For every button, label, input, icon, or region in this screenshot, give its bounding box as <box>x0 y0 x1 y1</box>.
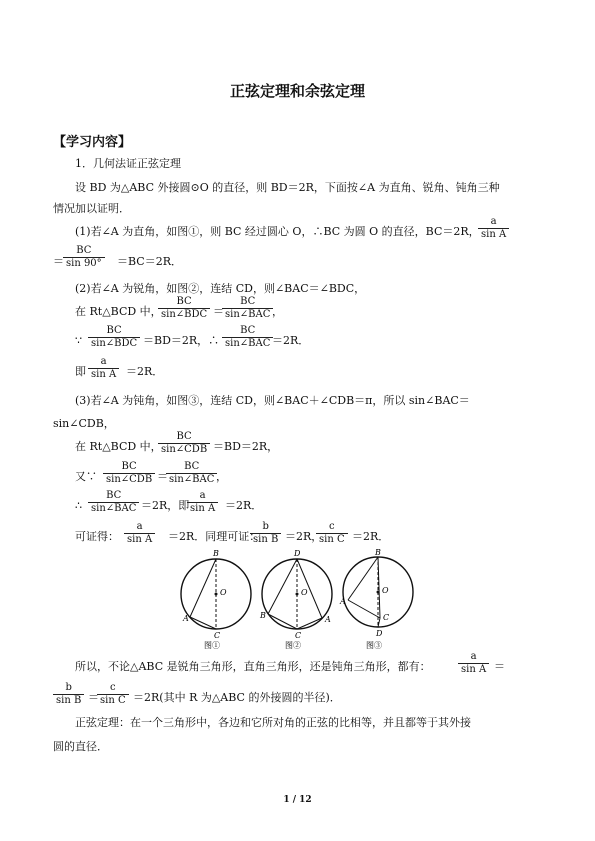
case2-because-mid: ＝BD＝2R，∴ <box>143 334 220 347</box>
fraction-c-over-sinC <box>97 682 129 707</box>
fraction-numerator: b <box>262 521 269 532</box>
case2-because-tail: ＝2R． <box>272 334 310 347</box>
caption-fig1: 图① <box>204 641 220 650</box>
proof-mid-2: ＝2R， <box>285 530 323 543</box>
comma: ， <box>272 305 283 318</box>
fraction-a-over-sinA <box>478 216 509 241</box>
fraction-BC-over-sin90 <box>63 245 105 270</box>
because-symbol: ∵ <box>75 334 82 347</box>
fraction-numerator: a <box>136 521 143 532</box>
label-C: C <box>383 613 390 622</box>
proof-prefix: 可证得： <box>75 530 119 543</box>
fraction-denominator: sin∠BAC <box>222 337 273 350</box>
fraction-numerator: a <box>100 356 107 367</box>
fraction-denominator: sin∠CDB <box>158 443 210 456</box>
label-D: D <box>294 549 301 558</box>
intro-line-2: 情况加以证明． <box>53 202 130 215</box>
fraction-denominator: sin B <box>250 533 281 546</box>
fraction-numerator: BC <box>176 431 192 442</box>
comma: ， <box>216 470 227 483</box>
caption-fig2: 图② <box>285 641 301 650</box>
label-C: C <box>295 631 302 640</box>
label-O: O <box>382 586 389 595</box>
fraction-numerator: BC <box>176 296 192 307</box>
theorem-line-1: 正弦定理：在一个三角形中，各边和它所对角的正弦的比相等，并且都等于其外接 <box>75 716 471 729</box>
fraction-BC-over-sinBAC <box>88 490 139 515</box>
proof-mid-1: ＝2R．同理可证： <box>168 530 261 543</box>
figure-2 <box>259 549 332 650</box>
fraction-numerator: a <box>470 651 477 662</box>
label-O: O <box>301 588 308 597</box>
fraction-BC-over-sinBAC <box>166 461 217 486</box>
case2-ji-tail: ＝2R． <box>126 365 164 378</box>
fraction-a-over-sinA <box>458 651 489 676</box>
fraction-denominator: sin A <box>187 502 218 515</box>
intro-line-1: 设 BD 为△ABC 外接圆⊙O 的直径，则 BD＝2R，下面按∠A 为直角、锐角、钝角三种 <box>75 181 500 194</box>
case1-equals: ＝ <box>53 255 64 268</box>
fraction-numerator: BC <box>240 296 256 307</box>
fraction-denominator: sin A <box>88 368 119 381</box>
case3-line-1: (3)若∠A 为钝角，如图③，连结 CD，则∠BAC＋∠CDB＝π，所以 sin∠BAC＝ <box>75 394 470 407</box>
fraction-BC-over-sinCDB <box>103 461 155 486</box>
fraction-denominator: sin A <box>124 533 155 546</box>
case3-so-mid: ＝2R，即 <box>141 499 190 512</box>
case1-line-1: (1)若∠A 为直角，如图①，则 BC 经过圆心 O，∴BC 为圆 O 的直径，BC＝2R， <box>75 225 480 238</box>
figure-3 <box>339 548 413 650</box>
fraction-BC-over-sinBDC <box>88 325 140 350</box>
figures-svg <box>176 548 416 650</box>
figure-1 <box>181 549 251 650</box>
case1-line-2-tail: ＝BC＝2R． <box>117 255 182 268</box>
case3-rt-tail: ＝BD＝2R， <box>213 440 279 453</box>
fraction-a-over-sinA <box>88 356 119 381</box>
label-C: C <box>214 631 221 640</box>
fraction-denominator: sin C <box>316 533 348 546</box>
label-A: A <box>340 597 346 606</box>
you-because-prefix: 又∵ <box>75 470 97 483</box>
label-D: D <box>376 629 383 638</box>
fraction-numerator: c <box>329 521 335 532</box>
fraction-denominator: sin B <box>53 694 84 707</box>
fraction-a-over-sin-A <box>124 521 155 546</box>
fraction-denominator: sin C <box>97 694 129 707</box>
fraction-denominator: sin 90° <box>63 257 105 270</box>
label-A: A <box>183 614 189 623</box>
fraction-BC-over-sinCDB <box>158 431 210 456</box>
equals-sign: ＝ <box>157 470 168 483</box>
fraction-c-over-sinC <box>316 521 348 546</box>
item-heading: 1．几何法证正弦定理 <box>75 157 181 170</box>
label-O: O <box>220 588 227 597</box>
fraction-numerator: BC <box>184 461 200 472</box>
fraction-BC-over-sinBDC <box>158 296 210 321</box>
fraction-denominator: sin∠BAC <box>166 473 217 486</box>
fraction-denominator: sin∠BAC <box>222 308 273 321</box>
fraction-denominator: sin∠BAC <box>88 502 139 515</box>
fraction-BC-over-sinBAC <box>222 325 273 350</box>
conclusion-line-1: 所以，不论△ABC 是锐角三角形，直角三角形，还是钝角三角形，都有： <box>75 660 431 673</box>
fraction-denominator: sin A <box>458 663 489 676</box>
fraction-numerator: a <box>199 490 206 501</box>
fraction-a-over-sinA <box>187 490 218 515</box>
label-B: B <box>260 611 266 620</box>
label-B: B <box>375 548 381 557</box>
label-B: B <box>213 549 219 558</box>
case3-rt-prefix: 在 Rt△BCD 中， <box>75 440 162 453</box>
fraction-BC-over-sinBAC <box>222 296 273 321</box>
case3-so-tail: ＝2R． <box>225 499 263 512</box>
fraction-numerator: BC <box>76 245 92 256</box>
theorem-line-2: 圆的直径． <box>53 740 108 753</box>
fraction-numerator: a <box>490 216 497 227</box>
fraction-denominator: sin A <box>478 228 509 241</box>
fraction-numerator: b <box>65 682 72 693</box>
case2-line-1: (2)若∠A 为锐角，如图②，连结 CD，则∠BAC＝∠BDC， <box>75 282 366 295</box>
case3-line-2: sin∠CDB， <box>53 417 115 430</box>
page-title: 正弦定理和余弦定理 <box>229 82 365 100</box>
fraction-numerator: BC <box>106 490 122 501</box>
equals-sign: ＝ <box>88 691 99 704</box>
fraction-numerator: c <box>110 682 116 693</box>
ji-prefix: 即 <box>75 365 86 378</box>
proof-tail: ＝2R． <box>352 530 390 543</box>
fraction-denominator: sin∠BDC <box>88 337 140 350</box>
label-A: A <box>325 615 331 624</box>
geometry-figures <box>176 548 416 650</box>
page-number: 1 / 12 <box>283 795 312 805</box>
caption-fig3: 图③ <box>366 641 382 650</box>
fraction-numerator: BC <box>240 325 256 336</box>
fraction-numerator: BC <box>121 461 137 472</box>
equals-sign: ＝ <box>213 305 224 318</box>
fraction-denominator: sin∠CDB <box>103 473 155 486</box>
case2-rt-prefix: 在 Rt△BCD 中， <box>75 305 162 318</box>
fraction-b-over-sinB <box>53 682 84 707</box>
therefore-symbol: ∴ <box>75 499 82 512</box>
equals-sign: ＝ <box>494 660 505 673</box>
section-heading: 【学习内容】 <box>53 135 132 150</box>
conclusion-line-2-tail: ＝2R(其中 R 为△ABC 的外接圆的半径)． <box>133 691 341 704</box>
fraction-b-over-sinB <box>250 521 281 546</box>
fraction-numerator: BC <box>106 325 122 336</box>
fraction-denominator: sin∠BDC <box>158 308 210 321</box>
